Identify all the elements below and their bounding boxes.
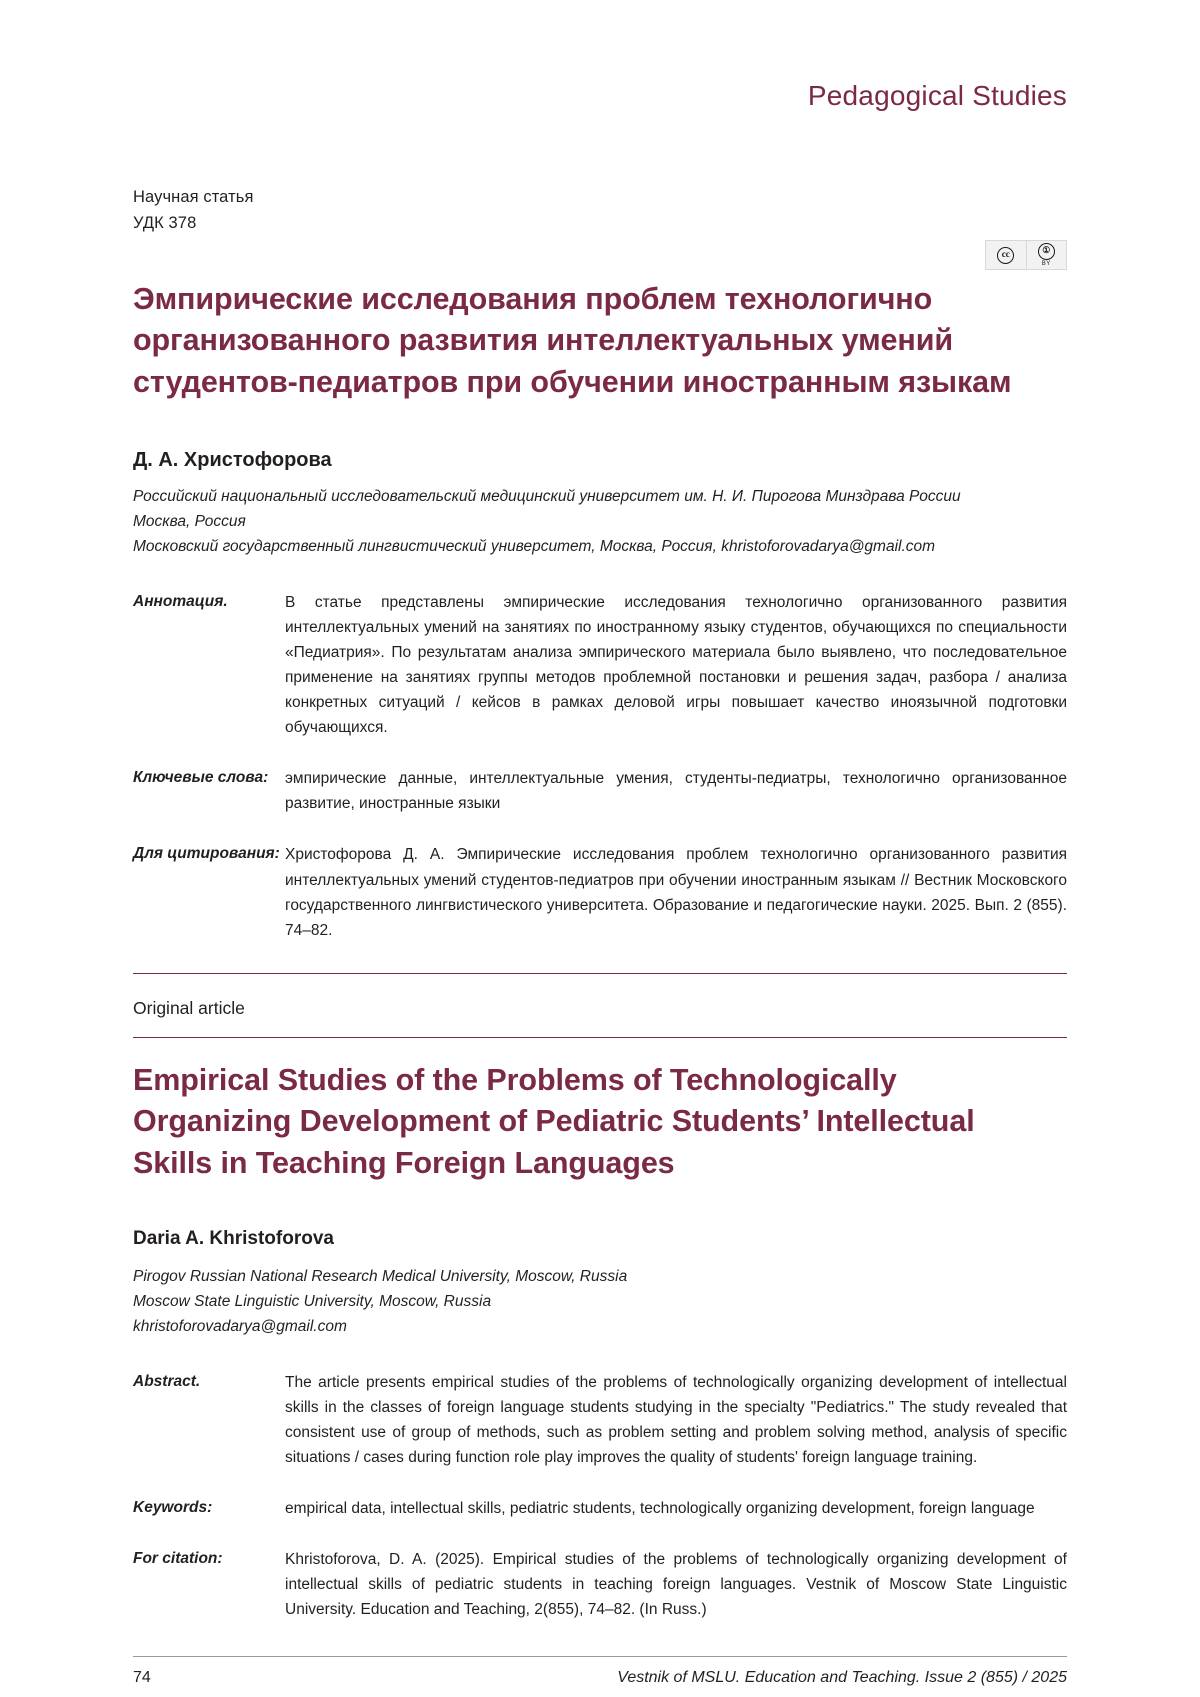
page-title-ru: Эмпирические исследования проблем технологично организованного развития интеллектуальных умений студентов-педиатров при обучении иностранным языкам — [133, 281, 1012, 399]
journal-reference: Vestnik of MSLU. Education and Teaching. Issue 2 (855) / 2025 — [617, 1669, 1067, 1687]
cc-license-icon — [986, 241, 1026, 269]
keywords-label-ru: Ключевые слова: — [133, 769, 269, 787]
citation-block-ru — [133, 842, 1067, 942]
keywords-label-en: Keywords: — [133, 1499, 213, 1516]
udk-code: УДК 378 — [133, 214, 197, 233]
citation-label-ru: Для цитирования: — [133, 845, 280, 863]
keywords-block-en — [133, 1496, 1067, 1521]
footer-divider — [133, 1656, 1067, 1657]
abstract-block-en — [133, 1370, 1067, 1470]
keywords-block-ru — [133, 766, 1067, 816]
abstract-block-ru — [133, 590, 1067, 741]
affiliation-en-1: Pirogov Russian National Research Medical University, Moscow, Russia — [133, 1268, 628, 1286]
abstract-label-ru: Аннотация. — [133, 592, 228, 610]
abstract-text-en: The article presents empirical studies of the problems of technologically organizing development of intellectual skills in the classes of foreign language students studying in the specialty "Pediatrics." The study revealed that consistent use of group of methods, such as problem setting and problem solving method, analysis of specific situations / cases during function role play improves the quality of students' foreign language training. — [285, 1373, 1067, 1466]
keywords-text-en: empirical data, intellectual skills, pediatric students, technologically organizing development, foreign language — [285, 1500, 1035, 1517]
citation-text-ru: Христофорова Д. А. Эмпирические исследования проблем технологично организованного развития интеллектуальных умений студентов-педиатров при обучении иностранным языкам // Вестник Московского государственного лингвистического университета. Образование и педагогические науки. 2025. Вып. 2 (855). 74–82. — [285, 846, 1067, 939]
keywords-text-ru: эмпирические данные, интеллектуальные умения, студенты-педиатры, технологично организованное развитие, иностранные языки — [285, 770, 1067, 813]
affiliations-ru — [133, 484, 1067, 559]
affiliation-ru-1: Российский национальный исследовательский медицинский университет им. Н. И. Пирогова Минздрава России — [133, 488, 961, 506]
section-divider-top — [133, 973, 1067, 974]
by-glyph: ① — [1038, 243, 1055, 260]
section-divider-bottom — [133, 1037, 1067, 1038]
citation-text-en: Khristoforova, D. A. (2025). Empirical studies of the problems of technologically organizing development of intellectual skills of pediatric students in teaching foreign languages. Vestnik of Moscow State Linguistic University. Education and Teaching, 2(855), 74–82. (In Russ.) — [285, 1551, 1067, 1619]
page-number: 74 — [133, 1669, 151, 1687]
affiliation-en-3: khristoforovadarya@gmail.com — [133, 1318, 347, 1336]
affiliation-en-2: Moscow State Linguistic University, Moscow, Russia — [133, 1293, 492, 1311]
running-head: Pedagogical Studies — [807, 80, 1067, 111]
abstract-text-ru: В статье представлены эмпирические исследования технологично организованного развития интеллектуальных умений на занятиях по иностранному языку студентов, обучающихся по специальности «Педиатрия». По результатам анализа эмпирического материала было выявлено, что последовательное применение на занятиях группы методов проблемной постановки и решения задач, разбора / анализа конкретных ситуаций / кейсов в рамках деловой игры повышает качество иноязычной подготовки обучающихся. — [285, 593, 1067, 737]
affiliation-ru-3: Московский государственный лингвистический университет, Москва, Россия, khristoforovadarya@gmail.com — [133, 538, 936, 556]
citation-block-en — [133, 1547, 1067, 1622]
abstract-label-en: Abstract. — [133, 1372, 201, 1390]
author-name-en: Daria A. Khristoforova — [133, 1228, 334, 1250]
page-footer — [133, 1669, 1067, 1687]
affiliations-en — [133, 1264, 1067, 1339]
author-name-ru: Д. А. Христофорова — [133, 449, 332, 472]
page-title-en: Empirical Studies of the Problems of Technologically Organizing Development of Pediatric Students’ Intellectual Skills in Teaching Foreign Languages — [133, 1062, 975, 1180]
cc-by-label: BY — [1041, 261, 1051, 267]
affiliation-ru-2: Москва, Россия — [133, 513, 246, 531]
article-meta — [133, 184, 1067, 237]
citation-label-en: For citation: — [133, 1550, 223, 1568]
article-type-ru: Научная статья — [133, 188, 254, 206]
article-type-en: Original article — [133, 997, 245, 1018]
creative-commons-badge — [985, 240, 1067, 270]
cc-by-icon — [1026, 241, 1067, 269]
cc-glyph: cc — [997, 247, 1014, 264]
